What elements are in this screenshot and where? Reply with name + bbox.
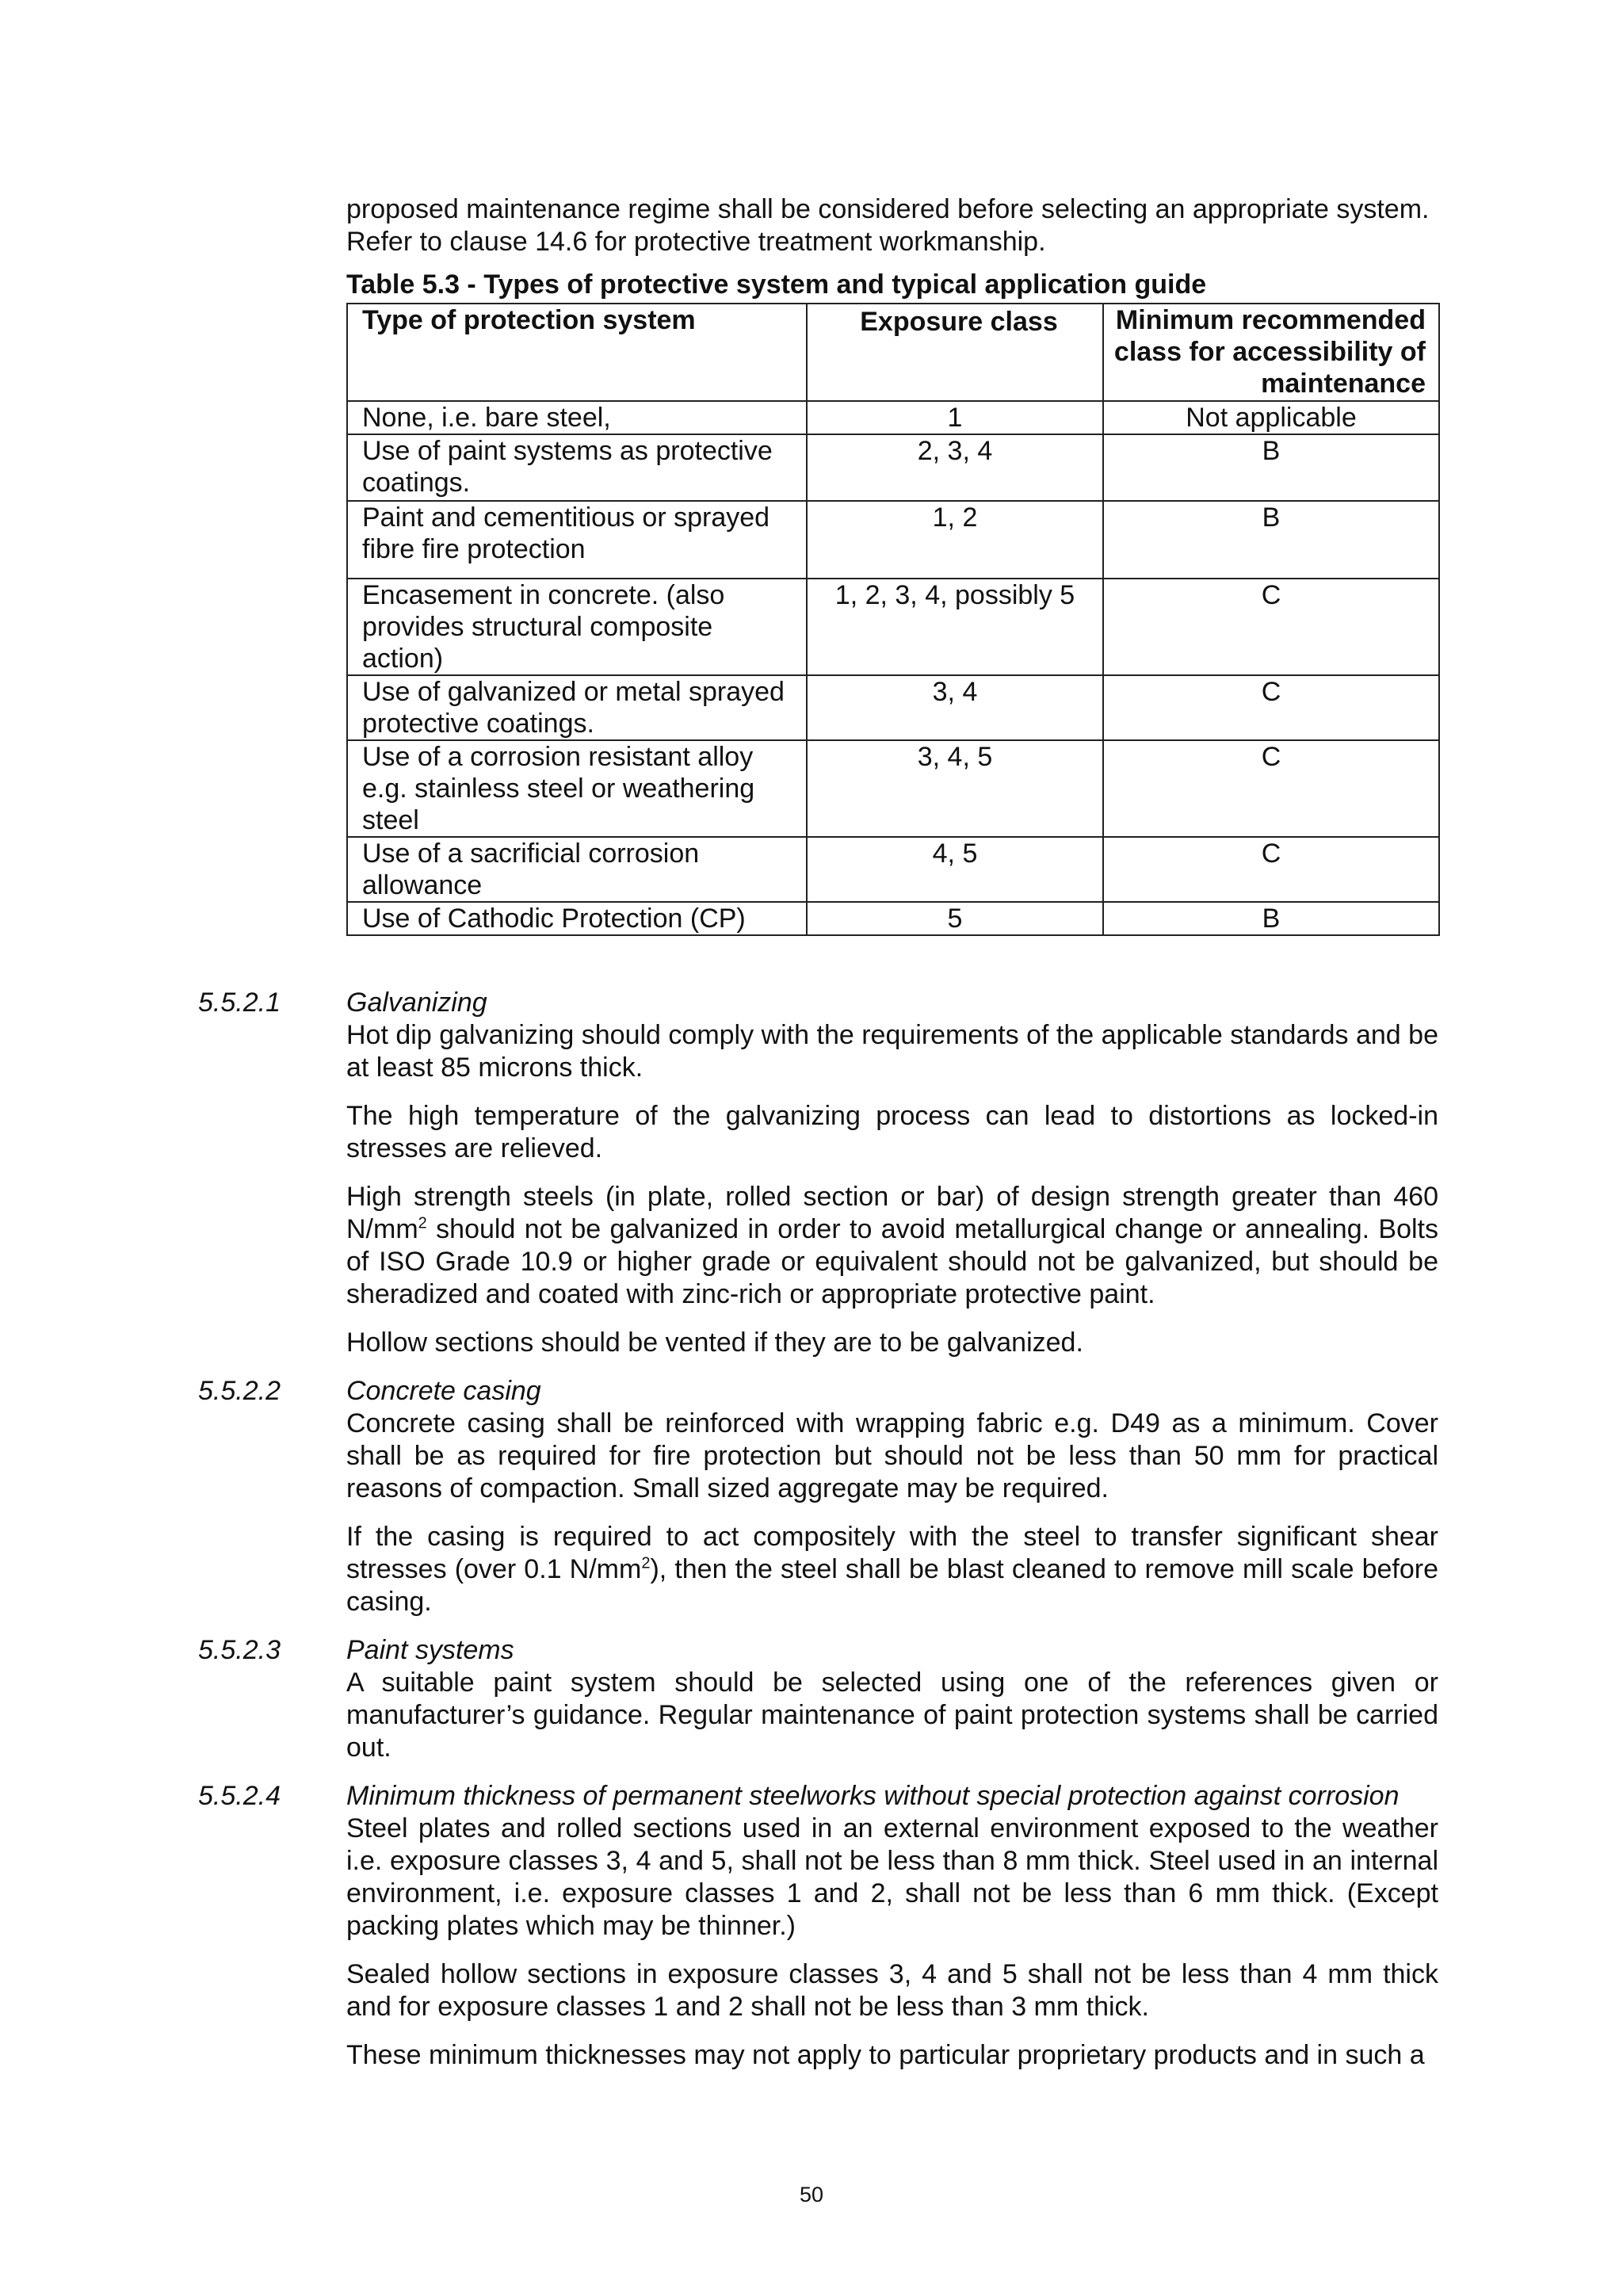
paragraph: Sealed hollow sections in exposure classes 3, 4 and 5 shall not be less than 4 mm thick and for exposure classes 1 and 2 shall not be less than 3 mm thick. — [346, 1959, 1438, 2022]
cell-type: Encasement in concrete. (also provides structural composite action) — [347, 579, 807, 675]
section-title: Galvanizing — [346, 988, 487, 1018]
table-row — [347, 902, 1439, 935]
cell-exposure: 1, 2 — [807, 501, 1103, 579]
table-row — [347, 740, 1439, 837]
cell-type: Use of Cathodic Protection (CP) — [347, 902, 807, 935]
cell-exposure: 5 — [807, 902, 1103, 935]
cell-class: B — [1103, 434, 1439, 501]
section-number: 5.5.2.4 — [198, 1781, 281, 1811]
superscript: 2 — [418, 1214, 427, 1232]
sections — [198, 987, 1439, 2072]
table-row — [347, 401, 1439, 434]
header-min-class: Minimum recommended class for accessibility of maintenance — [1103, 304, 1439, 401]
section-concrete-casing — [198, 1375, 1438, 1618]
cell-type: Use of a sacrificial corrosion allowance — [347, 837, 807, 902]
cell-type: Use of paint systems as protective coatings. — [347, 434, 807, 501]
header-type: Type of protection system — [347, 304, 807, 401]
cell-exposure: 3, 4, 5 — [807, 740, 1103, 837]
table-row — [347, 675, 1439, 740]
cell-class: B — [1103, 902, 1439, 935]
paragraph: These minimum thicknesses may not apply to particular proprietary products and in such a — [346, 2040, 1425, 2070]
cell-class: Not applicable — [1103, 401, 1439, 434]
paragraph: Hot dip galvanizing should comply with the requirements of the applicable standards and be at least 85 microns thick. — [346, 1020, 1438, 1083]
cell-class: C — [1103, 740, 1439, 837]
table-header-row — [347, 304, 1439, 401]
paragraph: Hollow sections should be vented if they are to be galvanized. — [346, 1328, 1083, 1358]
paragraph: A suitable paint system should be selected using one of the references given or manufacturer’s guidance. Regular maintenance of paint protection systems shall be carried out. — [346, 1668, 1438, 1763]
cell-type: Paint and cementitious or sprayed fibre fire protection — [347, 501, 807, 579]
paragraph — [346, 1521, 1438, 1618]
section-paint-systems — [198, 1634, 1438, 1764]
intro-line-1: proposed maintenance regime shall be considered before selecting an appropriate system. — [346, 194, 1430, 224]
table-row — [347, 434, 1439, 501]
cell-class: B — [1103, 501, 1439, 579]
superscript: 2 — [641, 1554, 651, 1572]
page-number: 50 — [799, 2183, 824, 2206]
cell-exposure: 2, 3, 4 — [807, 434, 1103, 501]
intro-paragraph — [346, 193, 1438, 258]
section-number: 5.5.2.1 — [198, 988, 281, 1018]
section-number: 5.5.2.3 — [198, 1635, 281, 1665]
cell-exposure: 1 — [807, 401, 1103, 434]
paragraph: Concrete casing shall be reinforced with wrapping fabric e.g. D49 as a minimum. Cover shall be as required for fire protection but should not be less than 50 mm for practical reasons of compaction. Small sized aggregate may be required. — [346, 1408, 1438, 1503]
section-title: Concrete casing — [346, 1376, 541, 1406]
cell-class: C — [1103, 837, 1439, 902]
header-exposure: Exposure class — [807, 304, 1103, 401]
cell-type: None, i.e. bare steel, — [347, 401, 807, 434]
section-title: Minimum thickness of permanent steelworks without special protection against corrosion — [346, 1781, 1400, 1811]
cell-exposure: 1, 2, 3, 4, possibly 5 — [807, 579, 1103, 675]
section-title: Paint systems — [346, 1635, 514, 1665]
text-run: If the casing is required to act compositely with the steel to transfer significant shear stresses (over 0.1 N/mm — [346, 1522, 1438, 1584]
cell-exposure: 4, 5 — [807, 837, 1103, 902]
table-row — [347, 837, 1439, 902]
page-content — [198, 193, 1439, 2088]
cell-type: Use of a corrosion resistant alloy e.g. stainless steel or weathering steel — [347, 740, 807, 837]
intro-line-2: Refer to clause 14.6 for protective treatment workmanship. — [346, 227, 1046, 257]
text-run: High strength steels (in plate, rolled section or bar) of design strength greater than 460 N/mm — [346, 1182, 1438, 1244]
section-number: 5.5.2.2 — [198, 1376, 281, 1406]
cell-class: C — [1103, 579, 1439, 675]
section-minimum-thickness — [198, 1780, 1438, 2072]
cell-exposure: 3, 4 — [807, 675, 1103, 740]
paragraph: Steel plates and rolled sections used in an external environment exposed to the weather i.e. exposure classes 3, 4 and 5, shall not be less than 8 mm thick. Steel used in an internal environment, i.e. exposure classes 1 and 2, shall not be less than 6 mm thick. (Except packing plates which may be thinner.) — [346, 1813, 1438, 1941]
cell-type: Use of galvanized or metal sprayed protective coatings. — [347, 675, 807, 740]
cell-class: C — [1103, 675, 1439, 740]
text-run: should not be galvanized in order to avoid metallurgical change or annealing. Bolts of ISO Grade 10.9 or higher grade or equivalent should not be galvanized, but should be sheradized and coated with zinc-rich or appropriate protective paint. — [346, 1214, 1439, 1309]
table-row — [347, 501, 1439, 579]
table-row — [347, 579, 1439, 675]
paragraph: The high temperature of the galvanizing process can lead to distortions as locked-in stresses are relieved. — [346, 1101, 1438, 1163]
text-run: ), then the steel shall be blast cleaned to remove mill scale before casing. — [346, 1554, 1438, 1617]
section-galvanizing — [198, 987, 1439, 1359]
protection-table — [346, 303, 1440, 936]
table-caption: Table 5.3 - Types of protective system and typical application guide — [346, 269, 1207, 300]
paragraph — [346, 1181, 1438, 1311]
